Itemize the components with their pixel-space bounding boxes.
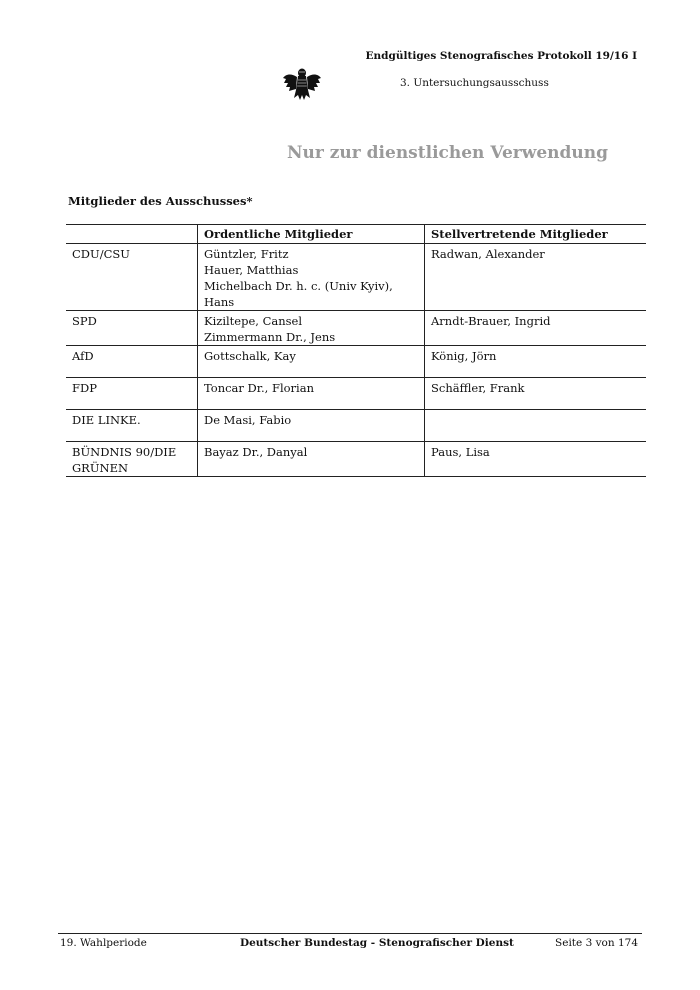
table-row <box>66 311 646 346</box>
party-cell: SPD <box>66 311 198 346</box>
ordinary-members-cell <box>198 346 425 378</box>
member-name: Paus, Lisa <box>431 445 490 459</box>
party-cell: BÜNDNIS 90/DIE GRÜNEN <box>66 442 198 477</box>
ordinary-members-cell <box>198 378 425 410</box>
table-row <box>66 442 646 477</box>
bundestag-eagle-icon <box>282 64 322 102</box>
member-name: Hauer, Matthias <box>204 263 299 277</box>
party-cell: CDU/CSU <box>66 244 198 311</box>
deputy-members-cell <box>425 442 647 477</box>
deputy-members-cell <box>425 410 647 442</box>
members-table <box>66 224 646 477</box>
table-row <box>66 244 646 311</box>
footer-publisher: Deutscher Bundestag - Stenografischer Dienst <box>240 937 514 949</box>
table-header-row <box>66 225 646 244</box>
deputy-members-cell <box>425 378 647 410</box>
ordinary-members-cell <box>198 442 425 477</box>
ordinary-members-cell <box>198 311 425 346</box>
committee-name: 3. Untersuchungsausschuss <box>400 77 549 89</box>
deputy-members-cell <box>425 244 647 311</box>
member-name: König, Jörn <box>431 349 497 363</box>
footer-legislative-period: 19. Wahlperiode <box>60 937 147 949</box>
footer-page-number: Seite 3 von 174 <box>555 937 638 949</box>
header-party <box>66 225 198 244</box>
header-deputy-members: Stellvertretende Mitglieder <box>425 225 647 244</box>
deputy-members-cell <box>425 311 647 346</box>
party-cell: DIE LINKE. <box>66 410 198 442</box>
table-row <box>66 410 646 442</box>
member-name: Schäffler, Frank <box>431 381 525 395</box>
ordinary-members-cell <box>198 244 425 311</box>
member-name: Kiziltepe, Cansel <box>204 314 303 328</box>
member-name: Gottschalk, Kay <box>204 349 296 363</box>
party-cell: AfD <box>66 346 198 378</box>
header-ordinary-members: Ordentliche Mitglieder <box>198 225 425 244</box>
member-name: Güntzler, Fritz <box>204 247 289 261</box>
table-row <box>66 378 646 410</box>
deputy-members-cell <box>425 346 647 378</box>
document-title: Endgültiges Stenografisches Protokoll 19/16 I <box>365 50 637 62</box>
member-name: De Masi, Fabio <box>204 413 292 427</box>
table-row <box>66 346 646 378</box>
restricted-use-stamp: Nur zur dienstlichen Verwendung <box>287 143 609 163</box>
member-name: Bayaz Dr., Danyal <box>204 445 308 459</box>
ordinary-members-cell <box>198 410 425 442</box>
section-title: Mitglieder des Ausschusses* <box>68 194 253 208</box>
footer-divider <box>58 933 642 934</box>
member-name: Radwan, Alexander <box>431 247 545 261</box>
member-name: Arndt-Brauer, Ingrid <box>431 314 551 328</box>
member-name: Zimmermann Dr., Jens <box>204 330 336 344</box>
member-name: Toncar Dr., Florian <box>204 381 314 395</box>
member-name: Michelbach Dr. h. c. (Univ Kyiv), Hans <box>204 279 393 309</box>
party-cell: FDP <box>66 378 198 410</box>
